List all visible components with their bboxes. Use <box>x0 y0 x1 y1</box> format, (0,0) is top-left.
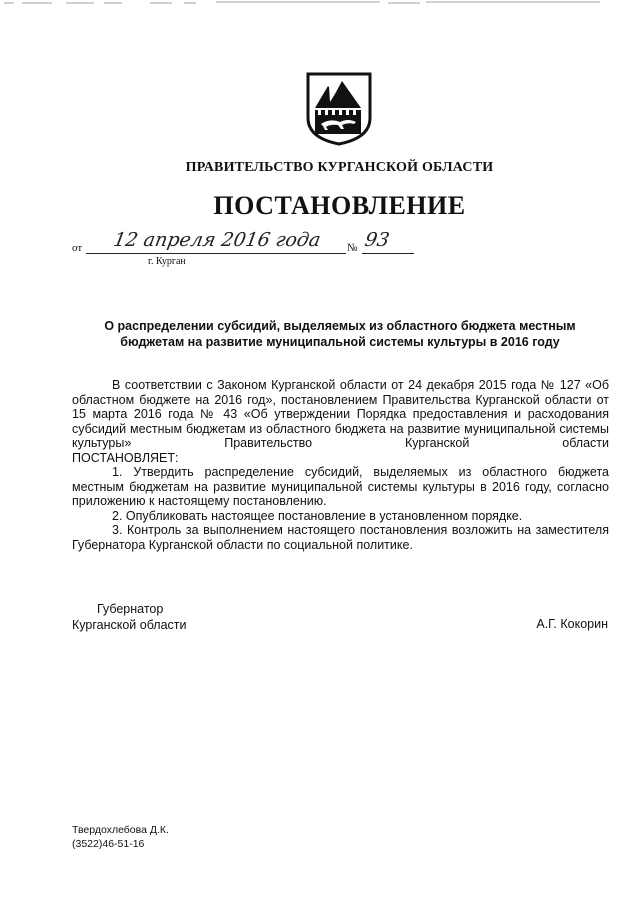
executor-name: Твердохлебова Д.К. <box>72 824 169 836</box>
number-sign: № <box>347 242 358 254</box>
document-subject: О распределении субсидий, выделяемых из областного бюджета местным бюджетам на развитие муниципальной системы культуры в 2016 году <box>104 319 576 349</box>
date-prefix: от <box>72 242 83 254</box>
coat-of-arms-icon <box>304 72 374 146</box>
handwritten-date: 12 апреля 2016 года <box>111 229 323 251</box>
list-item: 3. Контроль за выполнением настоящего постановления возложить на заместителя Губернатора Курганской области по социальной политике. <box>72 523 609 552</box>
handwritten-number: 93 <box>363 229 392 251</box>
date-number-line <box>72 228 392 268</box>
signer-name: А.Г. Кокорин <box>536 617 608 631</box>
executor-info <box>72 823 169 851</box>
date-underline <box>86 253 346 254</box>
number-underline <box>362 253 414 254</box>
list-item: 1. Утвердить распределение субсидий, выделяемых из областного бюджета местным бюджетам на развитие муниципальной системы культуры в 2016 году, согласно приложению к настоящему постановлению. <box>72 465 609 508</box>
government-name: ПРАВИТЕЛЬСТВО КУРГАНСКОЙ ОБЛАСТИ <box>185 160 494 175</box>
signer-position-line1: Губернатор <box>97 602 164 616</box>
document-type-title: ПОСТАНОВЛЕНИЕ <box>213 191 466 220</box>
document-body <box>72 378 609 552</box>
executor-phone: (3522)46-51-16 <box>72 838 145 850</box>
list-item: 2. Опубликовать настоящее постановление в установленном порядке. <box>112 508 523 523</box>
signer-position <box>72 601 272 633</box>
resolves-keyword: ПОСТАНОВЛЯЕТ: <box>72 450 179 465</box>
city: г. Курган <box>148 256 186 267</box>
scan-artifact-lines <box>0 0 640 10</box>
signer-position-line2: Курганской области <box>72 618 187 632</box>
intro-paragraph: В соответствии с Законом Курганской области от 24 декабря 2015 года № 127 «Об областном бюджете на 2016 год», постановлением Правительства Курганской области от 15 марта 2016 года № 43 «Об утверждении Порядка предоставления и расходования субсидий местным бюджетам из областного бюджета на развитие муниципальной системы культуры» Правительство Курганской области <box>72 378 609 450</box>
